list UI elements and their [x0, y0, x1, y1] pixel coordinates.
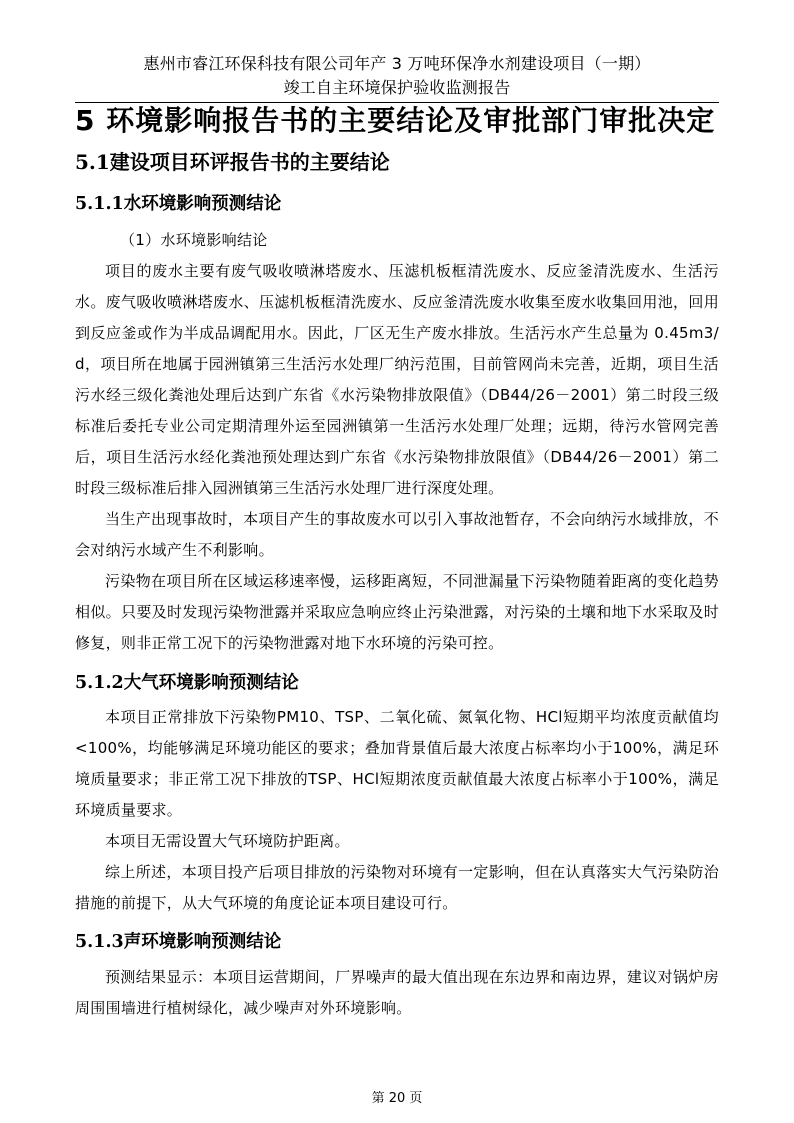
paragraph-air-2: 本项目无需设置大气环境防护距离。: [105, 832, 350, 850]
paragraph-air-1: 本项目正常排放下污染物PM10、TSP、二氧化硫、氮氧化物、HCl短期平均浓度贡献值均<100%，均能够满足环境功能区的要求；叠加背景值后最大浓度占标率均小于100%，满足环境质量要求；非正常工况下排放的TSP、HCl短期浓度贡献值最大浓度占标率小于100%，满足环境质量要求。: [75, 708, 719, 819]
subsection-heading-5-1-1: 5.1.1水环境影响预测结论: [75, 194, 282, 214]
page-header: [75, 52, 719, 100]
paragraph-water-2: 当生产出现事故时，本项目产生的事故废水可以引入事故池暂存，不会向纳污水域排放，不会对纳污水域产生不利影响。: [75, 510, 719, 559]
header-title-line1: 惠州市睿江环保科技有限公司年产 3 万吨环保净水剂建设项目（一期）: [143, 54, 651, 73]
page-number: 第 20 页: [371, 1091, 423, 1106]
chapter-title: 5 环境影响报告书的主要结论及审批部门审批决定: [75, 104, 716, 137]
paragraph-water-3: 污染物在项目所在区域运移速率慢，运移距离短，不同泄漏量下污染物随着距离的变化趋势相似。只要及时发现污染物泄露并采取应急响应终止污染泄露，对污染的土壤和地下水采取及时修复，则非正常工况下的污染物泄露对地下水环境的污染可控。: [75, 572, 719, 652]
subsection-heading-5-1-3: 5.1.3声环境影响预测结论: [75, 932, 282, 952]
header-title-line2: 竣工自主环境保护验收监测报告: [283, 78, 511, 97]
paragraph-noise-1: 预测结果显示：本项目运营期间，厂界噪声的最大值出现在东边界和南边界，建议对锅炉房周围围墙进行植树绿化，减少噪声对外环境影响。: [75, 968, 719, 1017]
paragraph-air-3: 综上所述，本项目投产后项目排放的污染物对环境有一定影响，但在认真落实大气污染防治措施的前提下，从大气环境的角度论证本项目建设可行。: [75, 863, 719, 912]
subsection-heading-5-1-2: 5.1.2大气环境影响预测结论: [75, 673, 299, 693]
item-heading-water: （1）水环境影响结论: [120, 231, 268, 249]
paragraph-water-1: 项目的废水主要有废气吸收喷淋塔废水、压滤机板框清洗废水、反应釜清洗废水、生活污水。废气吸收喷淋塔废水、压滤机板框清洗废水、反应釜清洗废水收集至废水收集回用池，回用到反应釜或作为半成品调配用水。因此，厂区无生产废水排放。生活污水产生总量为 0.45m3/d，项目所在地属于园洲镇第三生活污水处理厂纳污范围，目前管网尚未完善，近期，项目生活污水经三级化粪池处理后达到广东省《水污染物排放限值》（DB44/26－2001）第二时段三级标准后委托专业公司定期清理外运至园洲镇第一生活污水处理厂处理；远期，待污水管网完善后，项目生活污水经化粪池预处理达到广东省《水污染物排放限值》（DB44/26－2001）第二时段三级标准后排入园洲镇第三生活污水处理厂进行深度处理。: [75, 262, 719, 497]
section-heading-5-1: 5.1建设项目环评报告书的主要结论: [75, 150, 390, 174]
page-footer: [0, 1090, 794, 1108]
